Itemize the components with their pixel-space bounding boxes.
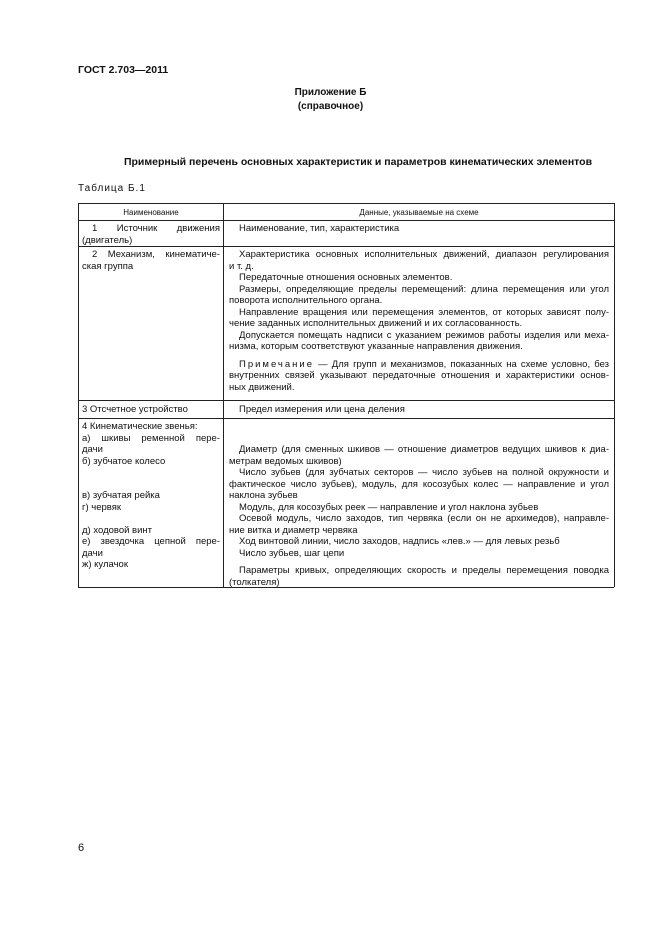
appendix-title: Приложение Б <box>294 87 367 98</box>
note-label: Примечание <box>239 358 314 370</box>
column-header-name: Наименование <box>123 208 179 217</box>
row-divider <box>78 418 614 419</box>
appendix-subtitle: (справочное) <box>297 101 364 112</box>
column-header-data: Данные, указываемые на схеме <box>359 208 479 217</box>
table-row-1-data: Наименование, тип, характеристика <box>239 223 400 234</box>
characteristics-table <box>78 203 614 587</box>
row-divider <box>78 246 614 247</box>
table-row-2-name: 2 Механизм, кинематиче- ская группа <box>82 249 220 272</box>
column-divider <box>223 203 224 587</box>
table-row-3-data: Предел измерения или цена деления <box>239 404 405 415</box>
page-number: 6 <box>78 842 85 854</box>
table-border-right <box>614 203 615 587</box>
document-code: ГОСТ 2.703—2011 <box>78 64 169 76</box>
table-row-2-note: Примечание — Для групп и механизмов, показанных на схеме условно, без <box>239 358 609 370</box>
appendix-heading <box>0 86 661 114</box>
table-border-top <box>78 203 614 204</box>
main-title: Примерный перечень основных характеристик и параметров кинематических элементов <box>123 156 593 168</box>
header-divider <box>78 220 614 221</box>
table-row-4-data: Диаметр (для сменных шкивов — отношение диаметров ведущих шкивов к диа- метрам ведомых шкивов) Число зубьев (для зубчатых секторов — число зубьев на полной окружности и фактическое число зубьев), модуль, для косозубых колес — направление и угол наклона зубьев Модуль, для косозубых реек — направление и угол наклона зубьев Осевой модуль, число заходов, тип червяка (если он не архимедов), направле- ние витка и диаметр червяка Ход винтовой линии, число заходов, надпись «лев.» — для левых резьб Число зубьев, шаг цепи Параметры кривых, определяющих скорость и пределы перемещения поводка (толкателя) <box>229 444 609 588</box>
row-divider <box>78 400 614 401</box>
table-row-2-data: Характеристика основных исполнительных движений, диапазон регулирования и т. д. Передаточные отношения основных элементов. Размеры, определяющие пределы перемещений: длина перемещения или угол поворота исполнительного органа. Направление вращения или перемещения элементов, от которых зависят полу- чение заданных исполнительных движений и их согласованность. Допускается помещать надписи с указанием режимов работы изделия или меха- низма, которым соответствуют указанные направления движения. Примечание — Для групп и механизмов, показанных на схеме условно, без внутренних связей указывают передаточные отношения и характеристики основ- ных движений. <box>229 249 609 393</box>
table-row-4-name: 4 Кинематические звенья: а) шкивы ременной пере- дачи б) зубчатое колесо в) зубчатая рейка г) червяк д) ходовой винт е) звездочка цепной пере- дачи ж) кулачок <box>82 421 220 570</box>
table-label: Таблица Б.1 <box>78 183 146 194</box>
table-row-3-name: 3 Отсчетное устройство <box>82 404 188 415</box>
table-row-1-name: 1 Источник движения (двигатель) <box>82 223 220 246</box>
table-border-left <box>78 203 79 587</box>
